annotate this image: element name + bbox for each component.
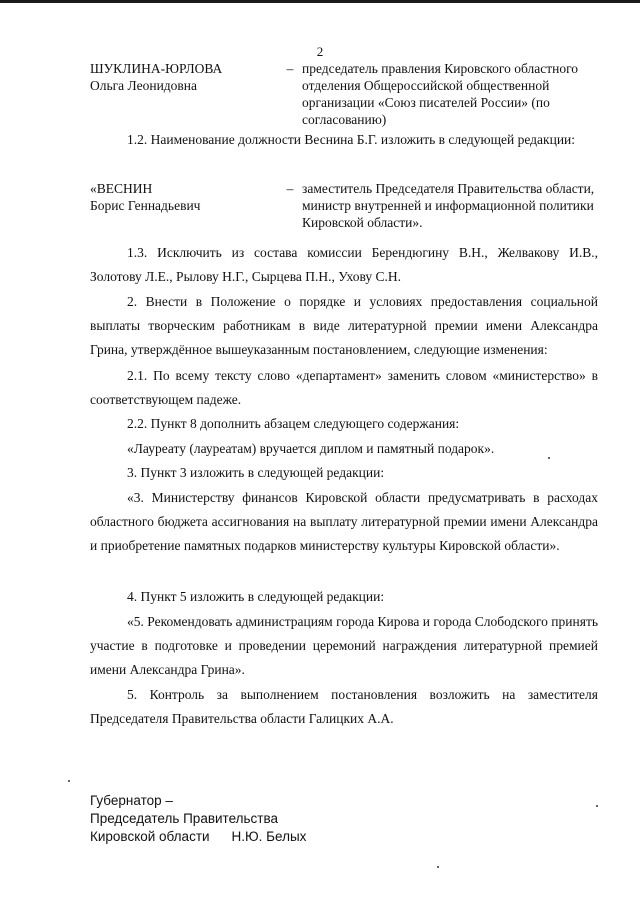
paragraph-quote-laureate: «Лауреату (лауреатам) вручается диплом и памятный подарок».: [127, 441, 495, 456]
member-name: [90, 60, 280, 94]
member-given-name: Борис Геннадьевич: [90, 198, 201, 213]
signature-title-line1: Губернатор –: [90, 793, 173, 808]
member-row: [90, 180, 598, 232]
paragraph-2: 2. Внести в Положение о порядке и условиях предоставления социальной выплаты творческим работникам в виде литературной премии имени Александра Грина, утверждённое вышеуказанным постановлением, следующие изменения:: [90, 294, 598, 357]
paragraph-quote-3: «3. Министерству финансов Кировской области предусматривать в расходах областного бюджета ассигнования на выплату литературной премии имени Александра и приобретение памятных подарков министерству культуры Кировской области».: [90, 490, 598, 553]
paragraph-2-1: 2.1. По всему тексту слово «департамент» заменить словом «министерство» в соответствующем падеже.: [90, 368, 598, 407]
scan-speck: [548, 457, 550, 459]
page-number: 2: [316, 44, 324, 59]
scan-speck: [596, 805, 598, 807]
member-name: [90, 180, 280, 214]
signature-title-line3: [90, 828, 306, 846]
member-description: заместитель Председателя Правительства области, министр внутренней и информационной политики Кировской области».: [302, 181, 595, 230]
member-dash: –: [286, 61, 294, 76]
paragraph-1-3: 1.3. Исключить из состава комиссии Берендюгину В.Н., Желвакову И.В., Золотову Л.Е., Рылову Н.Г., Сырцева П.Н., Ухову С.Н.: [90, 245, 598, 284]
signature-block: [90, 792, 306, 846]
signature-title-line2: Председатель Правительства: [90, 811, 278, 826]
scan-speck: [68, 780, 70, 782]
paragraph-4: 4. Пункт 5 изложить в следующей редакции:: [127, 589, 385, 604]
member-surname: ШУКЛИНА-ЮРЛОВА: [90, 61, 223, 76]
member-dash: –: [286, 181, 294, 196]
paragraph-1-2: 1.2. Наименование должности Веснина Б.Г. изложить в следующей редакции:: [127, 132, 576, 147]
member-given-name: Ольга Леонидовна: [90, 78, 198, 93]
member-surname: «ВЕСНИН: [90, 181, 153, 196]
paragraph-2-2: 2.2. Пункт 8 дополнить абзацем следующего содержания:: [127, 416, 460, 431]
paragraph-quote-5: «5. Рекомендовать администрациям города Кирова и города Слободского принять участие в подготовке и проведении церемоний награждения литературной премией имени Александра Грина».: [90, 614, 598, 677]
member-row: [90, 60, 598, 127]
paragraph-3: 3. Пункт 3 изложить в следующей редакции:: [127, 465, 385, 480]
paragraph-5: 5. Контроль за выполнением постановления возложить на заместителя Председателя Правительства области Галицких А.А.: [90, 687, 598, 726]
signature-name: Н.Ю. Белых: [231, 829, 307, 844]
scan-speck: [437, 866, 439, 868]
scan-top-edge: [0, 0, 640, 3]
member-description: председатель правления Кировского областного отделения Общероссийской общественной организации «Союз писателей России» (по согласованию): [302, 61, 579, 127]
signature-region: Кировской области: [90, 829, 210, 844]
